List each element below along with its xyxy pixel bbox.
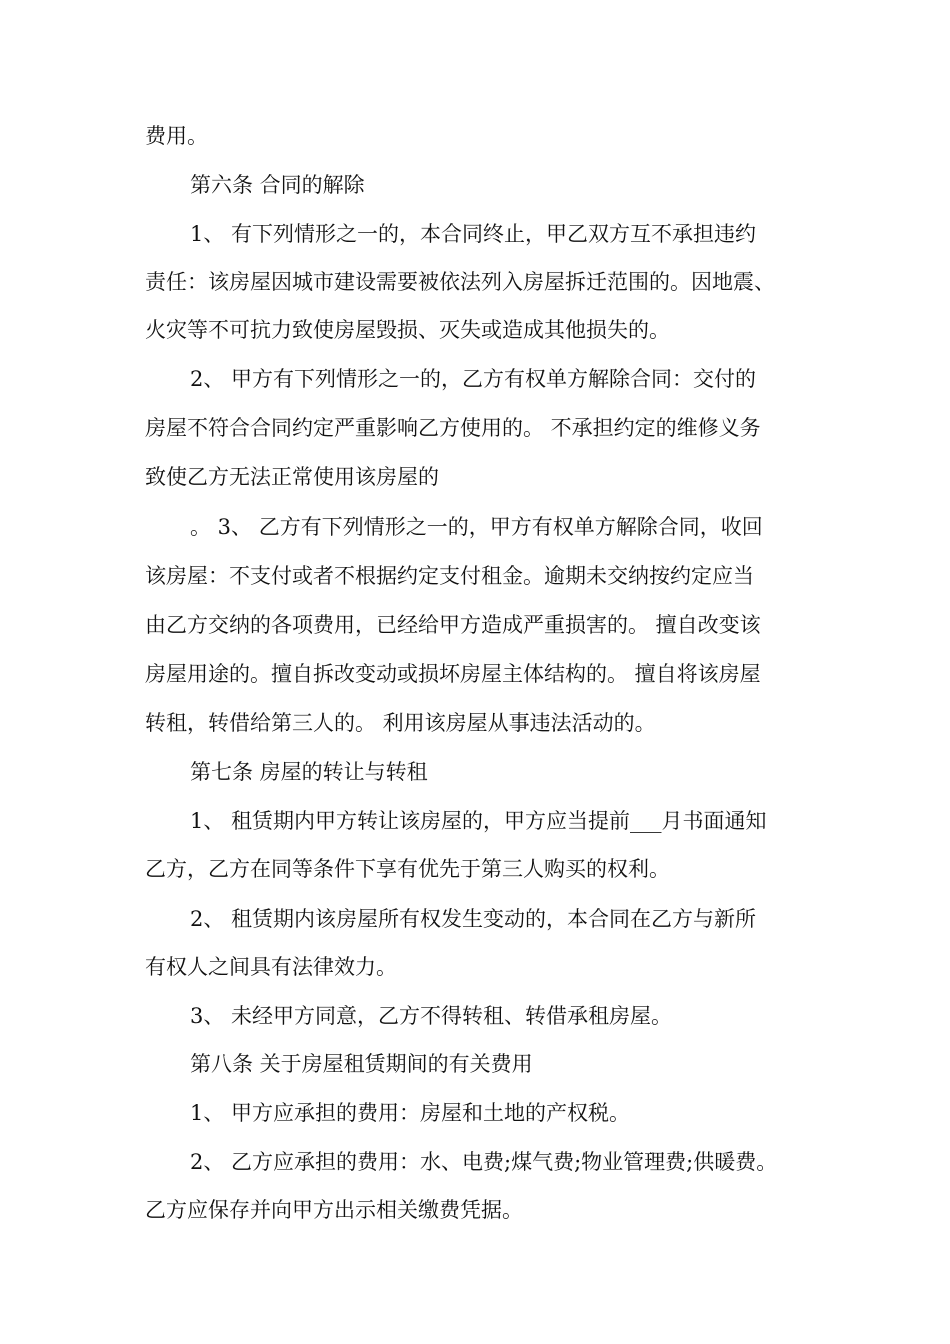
section-heading-7: 第七条 房屋的转让与转租: [190, 760, 428, 784]
text-line-21: 1、 甲方应承担的费用：房屋和土地的产权税。: [190, 1101, 631, 1125]
text-line-18: 有权人之间具有法律效力。: [145, 955, 397, 979]
text-line-22: 2、 乙方应承担的费用：水、电费;煤气费;物业管理费;供暖费。: [190, 1150, 778, 1174]
text-line-1: 费用。: [145, 124, 208, 148]
text-line-17: 2、 租赁期内该房屋所有权发生变动的，本合同在乙方与新所: [190, 907, 757, 931]
text-line-4: 责任：该房屋因城市建设需要被依法列入房屋拆迁范围的。因地震、: [145, 270, 775, 294]
text-line-10: 该房屋：不支付或者不根据约定支付租金。逾期未交纳按约定应当: [145, 564, 754, 588]
text-line-19: 3、 未经甲方同意，乙方不得转租、转借承租房屋。: [190, 1004, 673, 1028]
text-line-16: 乙方，乙方在同等条件下享有优先于第三人购买的权利。: [145, 857, 670, 881]
text-line-11: 由乙方交纳的各项费用，已经给甲方造成严重损害的。 擅自改变该: [145, 613, 761, 637]
text-line-23: 乙方应保存并向甲方出示相关缴费凭据。: [145, 1198, 523, 1222]
text-line-9: 。 3、 乙方有下列情形之一的，甲方有权单方解除合同，收回: [190, 515, 763, 539]
text-line-7: 房屋不符合合同约定严重影响乙方使用的。 不承担约定的维修义务: [145, 416, 761, 440]
section-heading-6: 第六条 合同的解除: [190, 173, 365, 197]
section-heading-8: 第八条 关于房屋租赁期间的有关费用: [190, 1052, 533, 1076]
text-line-3: 1、 有下列情形之一的，本合同终止，甲乙双方互不承担违约: [190, 222, 757, 246]
text-line-6: 2、 甲方有下列情形之一的，乙方有权单方解除合同：交付的: [190, 367, 757, 391]
text-line-8: 致使乙方无法正常使用该房屋的: [145, 465, 439, 489]
text-line-5: 火灾等不可抗力致使房屋毁损、灭失或造成其他损失的。: [145, 318, 670, 342]
text-line-13: 转租，转借给第三人的。 利用该房屋从事违法活动的。: [145, 711, 656, 735]
text-line-15: 1、 租赁期内甲方转让该房屋的，甲方应当提前___月书面通知: [190, 809, 767, 833]
text-line-12: 房屋用途的。擅自拆改变动或损坏房屋主体结构的。 擅自将该房屋: [145, 662, 761, 686]
